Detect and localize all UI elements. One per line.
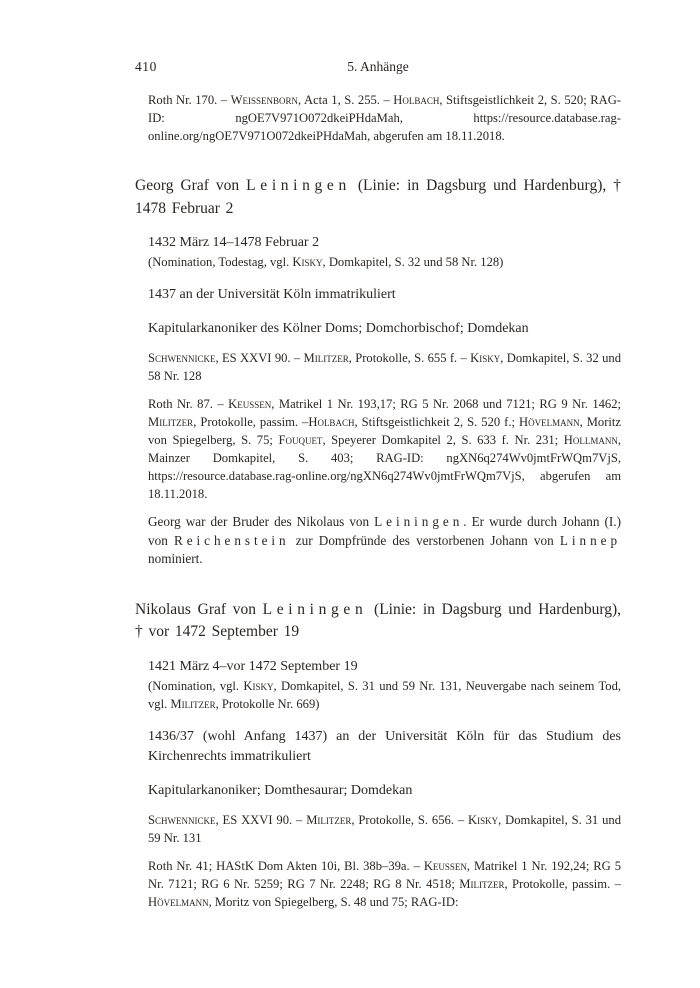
text-segment: Holbach xyxy=(308,415,355,429)
text-segment: , ES XXVI 90. – xyxy=(215,351,304,365)
text-segment: Georg Graf von xyxy=(135,177,247,194)
text-segment: , Acta 1, S. 255. – xyxy=(298,93,394,107)
text-segment: Fouquet xyxy=(278,433,323,447)
text-segment: Militzer xyxy=(306,812,352,827)
text-segment: (Linie: in Dagsburg und Hardenburg), † 1478 Februar 2 xyxy=(135,177,621,217)
text-segment: , Stiftsgeistlichkeit 2, S. 520 f.; xyxy=(354,415,519,429)
text-segment: 1432 März 14–1478 Februar 2 xyxy=(148,235,320,250)
text-segment: Militzer xyxy=(170,696,216,711)
nomination-note-nikolaus xyxy=(148,677,621,713)
page-header xyxy=(135,58,621,75)
text-segment: Roth Nr. 87. – xyxy=(148,397,229,411)
text-segment: Militzer xyxy=(459,876,505,891)
text-segment: Kisky xyxy=(468,812,499,827)
bibliography-paragraph-schwennicke-georg xyxy=(148,349,621,385)
text-segment: Kisky xyxy=(470,351,501,365)
text-segment: , Domkapitel, S. 31 und 59 Nr. 131 xyxy=(148,812,621,845)
text-segment: . Er wurde durch Johann (I.) von xyxy=(148,514,621,548)
text-segment: nominiert. xyxy=(148,551,203,566)
text-segment: Kapitularkanoniker; Domthesaurar; Domdekan xyxy=(148,782,413,798)
text-segment: , Domkapitel, S. 32 und 58 Nr. 128 xyxy=(148,351,621,383)
nomination-note-georg xyxy=(148,253,621,271)
text-segment: Keussen xyxy=(423,858,467,873)
text-segment: Hövelmann xyxy=(518,415,580,429)
university-entry-nikolaus xyxy=(148,727,621,767)
offices-entry-nikolaus xyxy=(148,781,621,801)
text-segment: , Mainzer Domkapitel, S. 403; RAG-ID: ngXN6q274Wv0jmtFrWQm7VjS, https://resource.database.rag-online.org/ngXN6q274Wv0jmtFrWQm7VjS, abgerufen am 18.11.2018. xyxy=(148,433,621,501)
text-segment: 1437 an der Universität Köln immatrikuliert xyxy=(148,287,396,302)
text-segment: Hollmann xyxy=(563,433,618,447)
date-range-line-nikolaus xyxy=(148,657,621,676)
text-segment: 1436/37 (wohl Anfang 1437) an der Universität Köln für das Studium des Kirchenrechts immatrikuliert xyxy=(148,728,621,764)
running-header: 5. Anhänge xyxy=(347,59,409,74)
text-segment: Roth Nr. 41; HAStK Dom Akten 10i, Bl. 38b–39a. – xyxy=(148,858,424,873)
offices-entry-georg xyxy=(148,319,621,339)
text-segment: , Protokolle, passim. – xyxy=(504,876,621,891)
text-segment: Militzer xyxy=(148,415,194,429)
text-segment: Roth Nr. 170. – xyxy=(148,93,231,107)
text-segment: Militzer xyxy=(303,351,349,365)
text-segment: 1421 März 4–vor 1472 September 19 xyxy=(148,658,358,674)
text-segment: , Matrikel 1 Nr. 193,17; RG 5 Nr. 2068 und 7121; RG 9 Nr. 1462; xyxy=(271,397,622,411)
text-segment: Holbach xyxy=(393,93,440,107)
text-segment: Kapitularkanoniker des Kölner Doms; Domchorbischof; Domdekan xyxy=(148,321,529,336)
section-heading-georg-von-leiningen xyxy=(135,175,621,220)
text-segment: , Stiftsgeistlichkeit 2, S. 520; RAG-ID: ngOE7V971O072dkeiPHdaMah, https://resource.database.rag-online.org/ngOE7V971O072dkeiPHdaMah, abgerufen am 18.11.2018. xyxy=(148,93,621,143)
text-segment: Schwennicke xyxy=(148,351,216,365)
text-segment: (Nomination, Todestag, vgl. xyxy=(148,255,293,269)
university-entry-georg xyxy=(148,285,621,305)
text-segment: Hövelmann xyxy=(148,894,209,909)
text-segment: , Domkapitel, S. 32 und 58 Nr. 128) xyxy=(322,255,504,269)
text-segment: Kisky xyxy=(243,678,274,693)
text-segment: , Protokolle, S. 656. – xyxy=(351,812,469,827)
text-segment: , Domkapitel, S. 31 und 59 Nr. 131, Neuvergabe nach seinem Tod, vgl. xyxy=(148,678,622,711)
text-segment: Leiningen xyxy=(374,514,464,529)
text-segment: (Nomination, vgl. xyxy=(148,678,244,693)
bibliography-paragraph-roth-41 xyxy=(148,857,621,911)
type-area xyxy=(135,58,621,911)
text-segment: , Moritz von Spiegelberg, S. 75; xyxy=(148,415,621,447)
text-segment: Schwennicke xyxy=(148,812,216,827)
text-segment: Kisky xyxy=(292,255,323,269)
text-segment: Reichenstein xyxy=(173,532,290,548)
text-segment: , Matrikel 1 Nr. 192,24; RG 5 Nr. 7121; RG 6 Nr. 5259; RG 7 Nr. 2248; RG 8 Nr. 4518; xyxy=(148,858,621,891)
text-segment: , Moritz von Spiegelberg, S. 48 und 75; RAG-ID: xyxy=(208,894,459,909)
date-range-line-georg xyxy=(148,233,621,252)
bibliography-paragraph-roth-170 xyxy=(148,91,621,145)
text-segment: Weissenborn xyxy=(230,93,299,107)
text-segment: , Protokolle, passim. – xyxy=(193,415,309,429)
text-segment: , Speyerer Domkapitel 2, S. 633 f. Nr. 231; xyxy=(322,433,564,447)
text-segment: Linnep xyxy=(559,532,622,548)
text-segment: , ES XXVI 90. – xyxy=(215,812,307,827)
page-number: 410 xyxy=(135,59,157,74)
text-segment: zur Dompfründe des verstorbenen Johann von xyxy=(289,532,560,548)
text-segment: , Protokolle, S. 655 f. – xyxy=(348,351,471,365)
text-segment: (Linie: in Dagsburg und Hardenburg), † vor 1472 September 19 xyxy=(135,600,621,640)
text-segment: Keussen xyxy=(228,397,272,411)
text-segment: Georg war der Bruder des Nikolaus von xyxy=(148,514,375,529)
bibliography-paragraph-roth-87 xyxy=(148,395,621,503)
section-heading-nikolaus-von-leiningen xyxy=(135,599,621,644)
text-segment: , Protokolle Nr. 669) xyxy=(215,696,320,711)
text-segment: Leiningen xyxy=(262,600,368,618)
text-segment: Leiningen xyxy=(246,177,351,194)
bibliography-paragraph-schwennicke-nikolaus xyxy=(148,811,621,847)
text-segment: Nikolaus Graf von xyxy=(135,600,263,618)
commentary-paragraph-georg xyxy=(148,513,621,569)
